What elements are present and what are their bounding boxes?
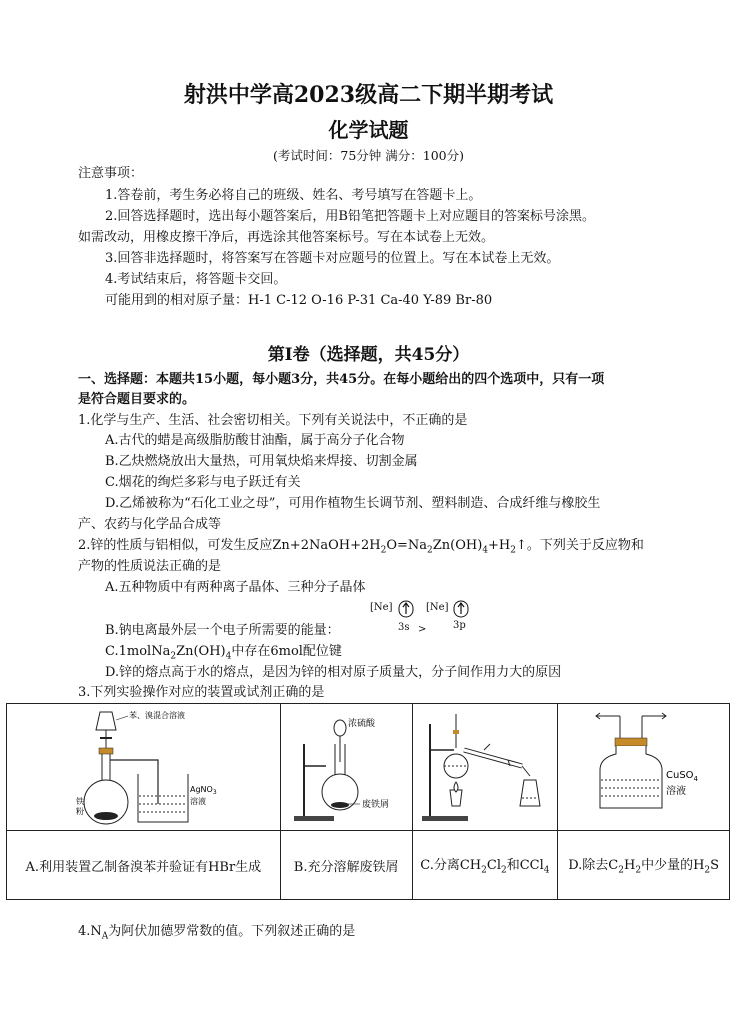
orbital-box-up-arrow-icon [453,600,469,618]
note-item: 1.答卷前，考生务必将自己的班级、姓名、考号填写在答题卡上。 [105,188,482,203]
apparatus-b-cell [280,704,412,831]
q1-option-d-cont: 产、农药与化学品合成等 [78,517,222,532]
distillation-apparatus-figure [414,704,556,826]
exam-info: (考试时间：75分钟 满分：100分) [273,148,464,163]
exam-title: 射洪中学高2023级高二下期半期考试 [183,82,554,108]
question-3-stem: 3.下列实验操作对应的装置或试剂正确的是 [78,685,325,700]
apparatus-d-cell [558,704,730,831]
label-powder: 粉 [76,807,85,816]
q3-option-a: A.利用装置乙制备溴苯并验证有HBr生成 [7,831,281,900]
label-benzene-bromine: 苯、溴混合溶液 [129,711,186,720]
q1-option-a: A.古代的蜡是高级脂肪酸甘油酯，属于高分子化合物 [105,433,405,448]
q1-option-c: C.烟花的绚烂多彩与电子跃迁有关 [105,475,301,490]
gas-washing-bottle-figure [560,704,728,826]
subject-title: 化学试题 [328,118,409,142]
q2-option-a: A.五种物质中有两种离子晶体、三种分子晶体 [105,580,366,595]
apparatus-a-cell [7,704,281,831]
q1-option-b: B.乙炔燃烧放出大量热，可用氧炔焰来焊接、切割金属 [105,454,418,469]
ne-core-label: [Ne] [426,602,449,613]
q2-option-d: D.锌的熔点高于水的熔点，是因为锌的相对原子质量大，分子间作用力大的原因 [105,665,562,680]
orbital-3s-label: 3s [398,622,410,633]
atomic-masses: 可能用到的相对原子量：H-1 C-12 O-16 P-31 Ca-40 Y-89 Br-80 [105,293,493,308]
note-item: 3.回答非选择题时，将答案写在答题卡对应题号的位置上。写在本试卷上无效。 [105,251,560,266]
label-agno3: AgNO$_3$ [190,785,218,796]
compare-sign: > [418,624,427,635]
section-instruction: 是符合题目要求的。 [78,392,196,407]
q3-option-b: B.充分溶解废铁屑 [280,831,412,900]
label-cuso4: CuSO$_4$ [665,770,698,783]
notes-heading: 注意事项： [78,166,144,181]
label-conc-sulfuric-acid: 浓硫酸 [348,719,376,729]
q3-option-c: C.分离$CH_2Cl_2$和CCl$_4$ [412,831,558,900]
q3-option-d: D.除去$C_2H_2$中少量的$H_2S$ [558,831,730,900]
question-1-stem: 1.化学与生产、生活、社会密切相关。下列有关说法中，不正确的是 [78,413,468,428]
section-title: 第I卷（选择题，共45分） [267,345,470,365]
q1-option-d: D.乙烯被称为“石化工业之母”，可用作植物生长调节剂、塑料制造、合成纤维与橡胶生 [105,496,601,511]
label-solution: 溶液 [665,786,686,797]
question-4-stem: $4.N_A$为阿伏加德罗常数的值。下列叙述正确的是 [78,924,356,942]
q2-option-c: $C.1molNa_2Zn(OH)_4$中存在6mol配位键 [105,644,342,662]
ne-core-label: [Ne] [370,602,393,613]
label-scrap-iron: 废铁屑 [362,800,390,810]
note-item: 4.考试结束后，将答题卡交回。 [105,272,287,287]
question-2-stem: 2.锌的性质与铝相似，可发生反应$Zn+2NaOH+2H_2O=Na_2Zn(OH)_4+H_2↑$。下列关于反应物和 [78,538,644,556]
label-iron: 铁 [76,797,85,806]
section-instruction: 一、选择题：本题共15小题，每小题3分，共45分。在每小题给出的四个选项中，只有一项 [78,372,605,387]
q2-option-b: B.钠电离最外层一个电子所需要的能量： [105,623,340,638]
orbital-3p-label: 3p [453,620,466,631]
bromobenzene-apparatus-figure [8,704,278,826]
q3-apparatus-table [6,703,730,900]
note-item: 如需改动，用橡皮擦干净后，再选涂其他答案标号。写在本试卷上无效。 [78,230,495,245]
note-item: 2.回答选择题时，选出每小题答案后，用B铅笔把答题卡上对应题目的答案标号涂黑。 [105,209,595,224]
orbital-diagram [370,600,480,640]
apparatus-c-cell [412,704,558,831]
dissolve-iron-apparatus-figure [282,704,410,826]
label-solution: 溶液 [190,797,207,806]
orbital-box-up-arrow-icon [398,600,414,618]
question-2-stem-cont: 产物的性质说法正确的是 [78,559,222,574]
